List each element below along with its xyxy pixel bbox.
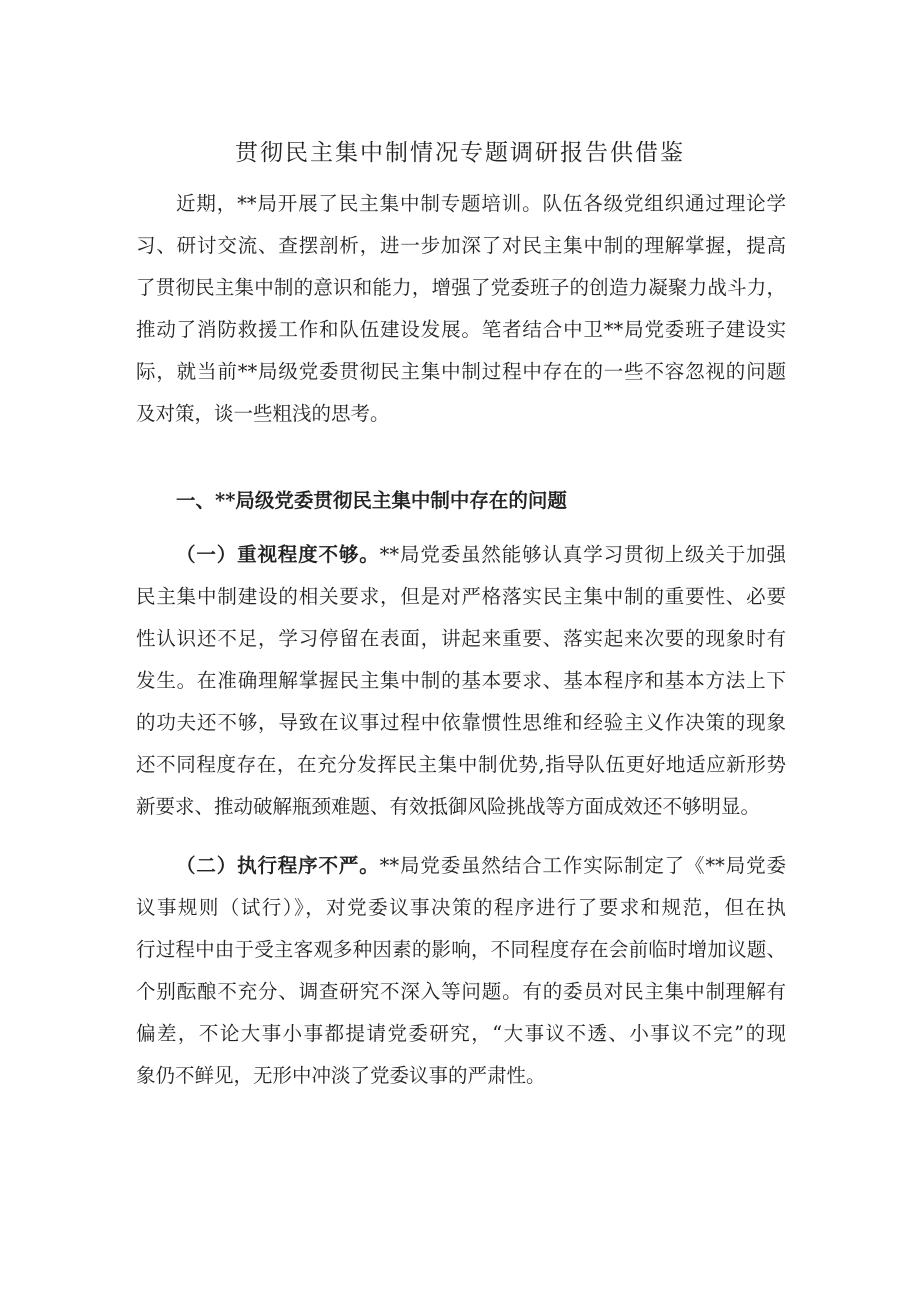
section-heading-1: 一、**局级党委贯彻民主集中制中存在的问题 [176,489,567,512]
intro-line-5: 际，就当前**局级党委贯彻民主集中制过程中存在的一些不容忽视的问题 [136,360,786,383]
intro-line-2: 习、研讨交流、查摆剖析，进一步加深了对民主集中制的理解掌握，提高 [136,234,786,257]
sub1-line-7: 新要求、推动破解瓶颈难题、有效抵御风险挑战等方面成效还不够明显。 [136,795,761,818]
intro-line-6: 及对策，谈一些粗浅的思考。 [136,402,390,425]
sub1-line-3: 性认识还不足，学习停留在表面，讲起来重要、落实起来次要的现象时有 [136,627,786,650]
document-title: 贯彻民主集中制情况专题调研报告供借鉴 [235,140,685,166]
sub2-line-1 [176,849,786,883]
sub2-lead: （二）执行程序不严。 [176,854,380,877]
sub1-first-rest: **局党委虽然能够认真学习贯彻上级关于加强 [379,543,786,566]
sub2-line-5: 偏差，不论大事小事都提请党委研究，“大事议不透、小事议不完”的现 [136,1022,786,1045]
sub2-line-3: 行过程中由于受主客观多种因素的影响，不同程度存在会前临时增加议题、 [136,938,786,961]
intro-line-4: 推动了消防救援工作和队伍建设发展。笔者结合中卫**局党委班子建设实 [136,318,786,341]
sub1-line-6: 还不同程度存在，在充分发挥民主集中制优势,指导队伍更好地适应新形势 [136,753,786,776]
intro-line-1: 近期，**局开展了民主集中制专题培训。队伍各级党组织通过理论学 [176,192,786,215]
sub2-line-4: 个别酝酿不充分、调查研究不深入等问题。有的委员对民主集中制理解有 [136,980,786,1003]
sub2-first-rest: **局党委虽然结合工作实际制定了《**局党委 [379,854,786,877]
sub1-line-5: 的功夫还不够，导致在议事过程中依靠惯性思维和经验主义作决策的现象 [136,711,786,734]
sub2-line-6: 象仍不鲜见，无形中冲淡了党委议事的严肃性。 [136,1064,546,1087]
sub2-line-2: 议事规则（试行）》，对党委议事决策的程序进行了要求和规范，但在执 [136,896,786,919]
intro-line-3: 了贯彻民主集中制的意识和能力，增强了党委班子的创造力凝聚力战斗力， [136,276,786,299]
sub1-line-4: 发生。在准确理解掌握民主集中制的基本要求、基本程序和基本方法上下 [136,669,786,692]
sub1-lead: （一）重视程度不够。 [176,543,380,566]
sub1-line-2: 民主集中制建设的相关要求，但是对严格落实民主集中制的重要性、必要 [136,585,786,608]
sub1-line-1 [176,538,786,572]
